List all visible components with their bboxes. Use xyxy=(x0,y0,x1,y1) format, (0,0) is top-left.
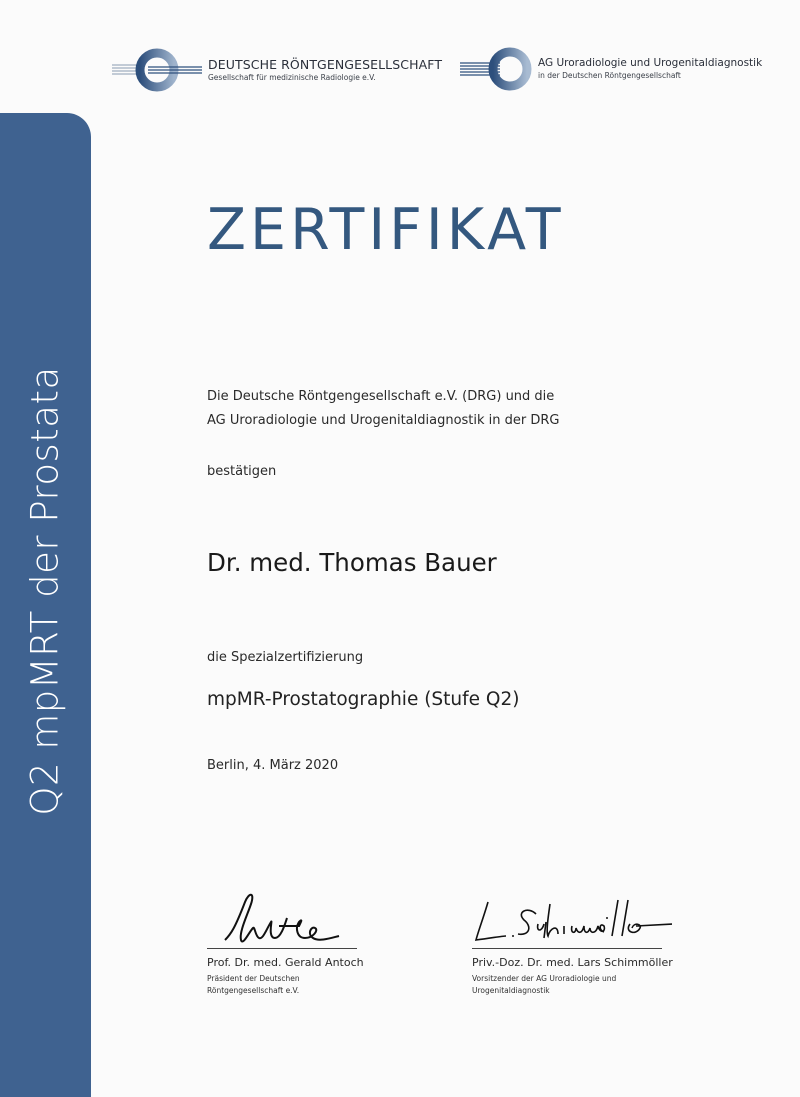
signature-block-antoch xyxy=(207,888,364,997)
place-date: Berlin, 4. März 2020 xyxy=(207,758,339,773)
signature-antoch-icon xyxy=(207,888,357,946)
signature-line xyxy=(472,948,662,949)
certificate-title: ZERTIFIKAT xyxy=(207,197,565,263)
drg-logo-icon xyxy=(112,48,202,92)
signatory-role-line-2: Urogenitaldiagnostik xyxy=(472,986,550,995)
signature-line xyxy=(207,948,357,949)
side-band xyxy=(0,113,91,1097)
ag-uro-logo xyxy=(460,47,762,91)
drg-logo-subtitle: Gesellschaft für medizinische Radiologie e.V. xyxy=(208,72,376,82)
confirm-text: bestätigen xyxy=(207,464,277,479)
recipient-name: Dr. med. Thomas Bauer xyxy=(207,548,497,577)
signatory-role-line-1: Präsident der Deutschen xyxy=(207,974,300,983)
intro-line-1: Die Deutsche Röntgengesellschaft e.V. (DRG) und die xyxy=(207,389,555,404)
signatory-name: Priv.-Doz. Dr. med. Lars Schimmöller xyxy=(472,956,673,969)
drg-logo xyxy=(112,48,442,92)
signature-schimmoeller-icon xyxy=(472,888,672,946)
ag-uro-logo-subtitle: in der Deutschen Röntgengesellschaft xyxy=(538,71,681,80)
certification-label: die Spezialzertifizierung xyxy=(207,650,364,665)
intro-line-2: AG Uroradiologie und Urogenitaldiagnostik in der DRG xyxy=(207,413,560,428)
ag-uro-logo-icon xyxy=(460,47,532,91)
ag-uro-logo-name: AG Uroradiologie und Urogenitaldiagnostik xyxy=(538,57,763,69)
intro-text xyxy=(207,385,560,433)
signatory-role xyxy=(207,973,357,997)
signatory-name: Prof. Dr. med. Gerald Antoch xyxy=(207,956,364,969)
signatory-role-line-1: Vorsitzender der AG Uroradiologie und xyxy=(472,974,617,983)
signatory-role xyxy=(472,973,662,997)
side-band-title: Q2 mpMRT der Prostata xyxy=(23,366,67,816)
signature-block-schimmoeller xyxy=(472,888,673,997)
drg-logo-name: DEUTSCHE RÖNTGENGESELLSCHAFT xyxy=(208,56,443,72)
certification-program: mpMR-Prostatographie (Stufe Q2) xyxy=(207,689,520,710)
signatory-role-line-2: Röntgengesellschaft e.V. xyxy=(207,986,300,995)
